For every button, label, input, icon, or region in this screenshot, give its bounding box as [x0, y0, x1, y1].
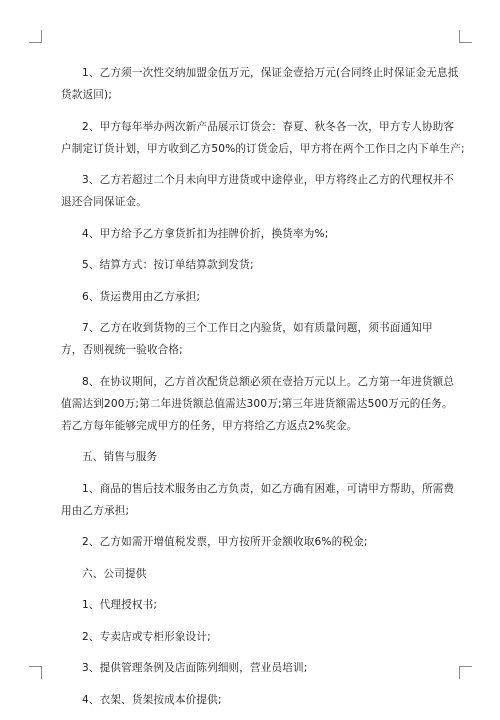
text-line: 用由乙方承担; — [61, 504, 130, 517]
text-line: 2、专卖店或专柜形象设计; — [82, 630, 211, 643]
text-line: 3、提供管理条例及店面陈列细则，营业员培训; — [82, 662, 308, 674]
text-line: 4、甲方给予乙方拿货折扣为挂牌价折，换货率为%; — [82, 227, 329, 240]
text-line: 六、公司提供 — [82, 567, 147, 580]
document-body — [61, 62, 465, 720]
provide-item-3 — [61, 657, 446, 679]
sales-clause-2 — [61, 531, 446, 553]
crop-mark-top-left-v — [41, 30, 42, 43]
clause-2 — [61, 116, 465, 160]
text-line: 户制定订货计划，甲方收到乙方50%的订货金后，甲方将在两个工作日之内下单生产; — [61, 142, 465, 155]
text-line: 1、代理授权书; — [82, 599, 158, 611]
clause-8 — [61, 371, 455, 437]
clause-5 — [61, 254, 446, 276]
text-line: 8、在协议期间，乙方首次配货总额必须在壹拾万元以上。乙方第一年进货额总 — [82, 375, 455, 388]
section-heading-company-provides — [61, 563, 446, 585]
text-line: 6、货运费用由乙方承担; — [82, 290, 201, 303]
provide-item-1 — [61, 594, 446, 616]
section-heading-sales-service — [61, 446, 446, 468]
crop-mark-bottom-right-h — [459, 666, 472, 667]
text-line: 若乙方每年能够完成甲方的任务，甲方将给乙方返点2%奖金。 — [61, 419, 358, 432]
text-line: 7、乙方在收到货物的三个工作日之内验货，如有质量问题，须书面通知甲 — [82, 322, 433, 334]
provide-item-4 — [61, 689, 446, 711]
clause-3 — [61, 169, 455, 213]
crop-mark-bottom-left-v — [41, 666, 42, 679]
text-line: 五、销售与服务 — [82, 451, 158, 463]
text-line: 5、结算方式：按订单结算款到发货; — [82, 259, 254, 271]
clause-6 — [61, 286, 446, 308]
crop-mark-bottom-right-v — [459, 666, 460, 679]
text-line: 3、乙方若超过二个月未向甲方进货或中途停业，甲方将终止乙方的代理权并不 — [82, 174, 455, 186]
clause-4 — [61, 223, 446, 245]
sales-clause-1 — [61, 478, 455, 522]
text-line: 货款返回); — [61, 89, 112, 101]
text-line: 2、乙方如需开增值税发票，甲方按所开金额收取6%的税金; — [82, 536, 368, 548]
text-line: 1、商品的售后技术服务由乙方负责，如乙方确有困难，可请甲方帮助，所需费 — [82, 482, 455, 495]
text-line: 4、衣架、货架按成本价提供; — [82, 693, 222, 706]
text-line: 2、甲方每年举办两次新产品展示订货会：春夏、秋冬各一次，甲方专人协助客 — [82, 120, 455, 133]
text-line: 退还合同保证金。 — [61, 196, 147, 208]
clause-7 — [61, 317, 446, 361]
crop-mark-top-right-v — [459, 30, 460, 43]
clause-1 — [61, 62, 459, 106]
provide-item-2 — [61, 626, 446, 648]
text-line: 方，否则视统一验收合格; — [61, 344, 183, 356]
text-line: 值需达到200万;第二年进货额总值需达300万;第三年进货额需达500万元的任务。 — [61, 397, 453, 410]
crop-mark-top-right-h — [459, 42, 472, 43]
text-line: 1、乙方须一次性交纳加盟金伍万元，保证金壹拾万元(合同终止时保证金无息抵 — [82, 67, 459, 79]
